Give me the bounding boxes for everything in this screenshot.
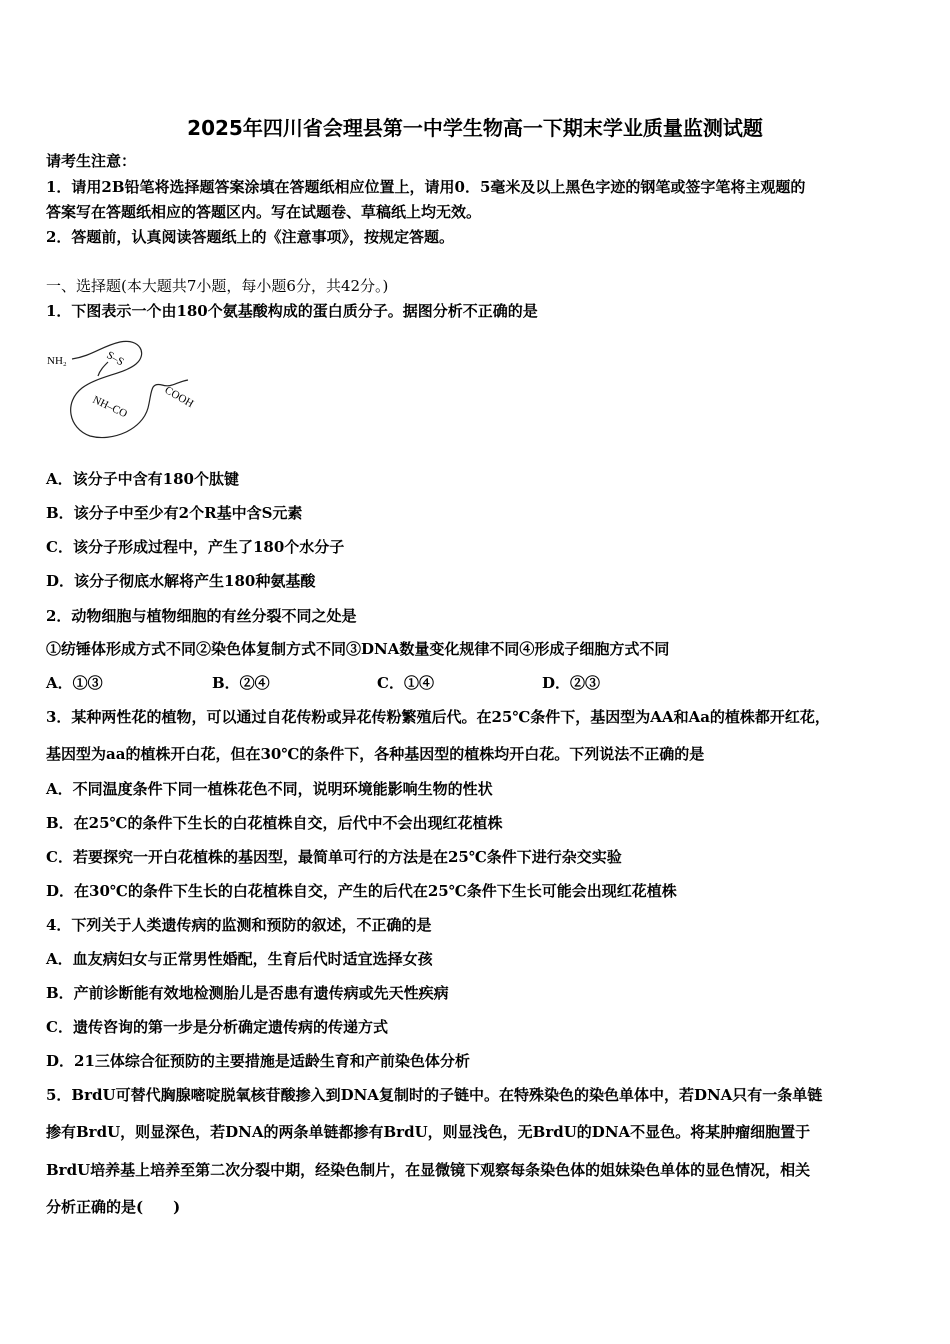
- question-5-line-3: BrdU培养基上培养至第二次分裂中期，经染色制片，在显微镜下观察每条染色体的姐妹染色单体的显色情况，相关: [46, 1161, 811, 1179]
- notice-heading: 请考生注意：: [46, 152, 137, 170]
- q2-option-a: A．①③: [46, 674, 103, 692]
- notice-line-1: 1．请用2B铅笔将选择题答案涂填在答题纸相应位置上，请用0．5毫米及以上黑色字迹的钢笔或签字笔将主观题的: [46, 178, 806, 196]
- q1-option-b: B．该分子中至少有2个R基中含S元素: [46, 504, 303, 522]
- question-3-stem-2: 基因型为aa的植株开白花，但在30℃的条件下，各种基因型的植株均开白花。下列说法不正确的是: [46, 745, 705, 763]
- notice-line-3: 2．答题前，认真阅读答题纸上的《注意事项》，按规定答题。: [46, 228, 454, 246]
- notice-line-2: 答案写在答题纸相应的答题区内。写在试题卷、草稿纸上均无效。: [46, 203, 482, 221]
- q4-option-d: D．21三体综合征预防的主要措施是适龄生育和产前染色体分析: [46, 1052, 470, 1070]
- question-5-line-4: 分析正确的是( ): [46, 1198, 181, 1216]
- q4-option-b: B．产前诊断能有效地检测胎儿是否患有遗传病或先天性疾病: [46, 984, 449, 1002]
- q4-option-c: C．遗传咨询的第一步是分析确定遗传病的传递方式: [46, 1018, 388, 1036]
- disulfide-label: S–S: [104, 349, 126, 369]
- question-1-stem: 1．下图表示一个由180个氨基酸构成的蛋白质分子。据图分析不正确的是: [46, 302, 538, 320]
- q3-option-c: C．若要探究一开白花植株的基因型，最简单可行的方法是在25℃条件下进行杂交实验: [46, 848, 622, 866]
- q1-option-d: D．该分子彻底水解将产生180种氨基酸: [46, 572, 316, 590]
- nh2-label: NH₂: [47, 355, 67, 367]
- q1-option-c: C．该分子形成过程中，产生了180个水分子: [46, 538, 345, 556]
- question-2-stem: 2．动物细胞与植物细胞的有丝分裂不同之处是: [46, 607, 357, 625]
- q3-option-b: B．在25℃的条件下生长的白花植株自交，后代中不会出现红花植株: [46, 814, 503, 832]
- cooh-label: COOH: [162, 384, 196, 411]
- question-5-line-1: 5．BrdU可替代胸腺嘧啶脱氧核苷酸掺入到DNA复制时的子链中。在特殊染色的染色单体中，若DNA只有一条单链: [46, 1086, 823, 1104]
- question-2-items: ①纺锤体形成方式不同②染色体复制方式不同③DNA数量变化规律不同④形成子细胞方式不同: [46, 640, 670, 658]
- q2-option-d: D．②③: [542, 674, 601, 692]
- q2-option-c: C．①④: [377, 674, 434, 692]
- q3-option-a: A．不同温度条件下同一植株花色不同，说明环境能影响生物的性状: [46, 780, 493, 798]
- protein-molecule-figure: [40, 330, 215, 450]
- peptide-bond-label: NH–CO: [90, 393, 130, 421]
- question-5-line-2: 掺有BrdU，则显深色，若DNA的两条单链都掺有BrdU，则显浅色，无BrdU的DNA不显色。将某肿瘤细胞置于: [46, 1123, 811, 1141]
- q4-option-a: A．血友病妇女与正常男性婚配，生育后代时适宜选择女孩: [46, 950, 433, 968]
- question-3-stem-1: 3．某种两性花的植物，可以通过自花传粉或异花传粉繁殖后代。在25℃条件下，基因型为AA和Aa的植株都开红花，: [46, 708, 830, 726]
- page-title: 2025年四川省会理县第一中学生物高一下期末学业质量监测试题: [187, 116, 763, 140]
- q2-option-b: B．②④: [212, 674, 270, 692]
- disulfide-link: [98, 362, 108, 376]
- q3-option-d: D．在30℃的条件下生长的白花植株自交，产生的后代在25℃条件下生长可能会出现红花植株: [46, 882, 677, 900]
- q1-option-a: A．该分子中含有180个肽键: [46, 470, 239, 488]
- section-heading: 一、选择题(本大题共7小题，每小题6分，共42分。): [46, 277, 389, 295]
- question-4-stem: 4．下列关于人类遗传病的监测和预防的叙述，不正确的是: [46, 916, 432, 934]
